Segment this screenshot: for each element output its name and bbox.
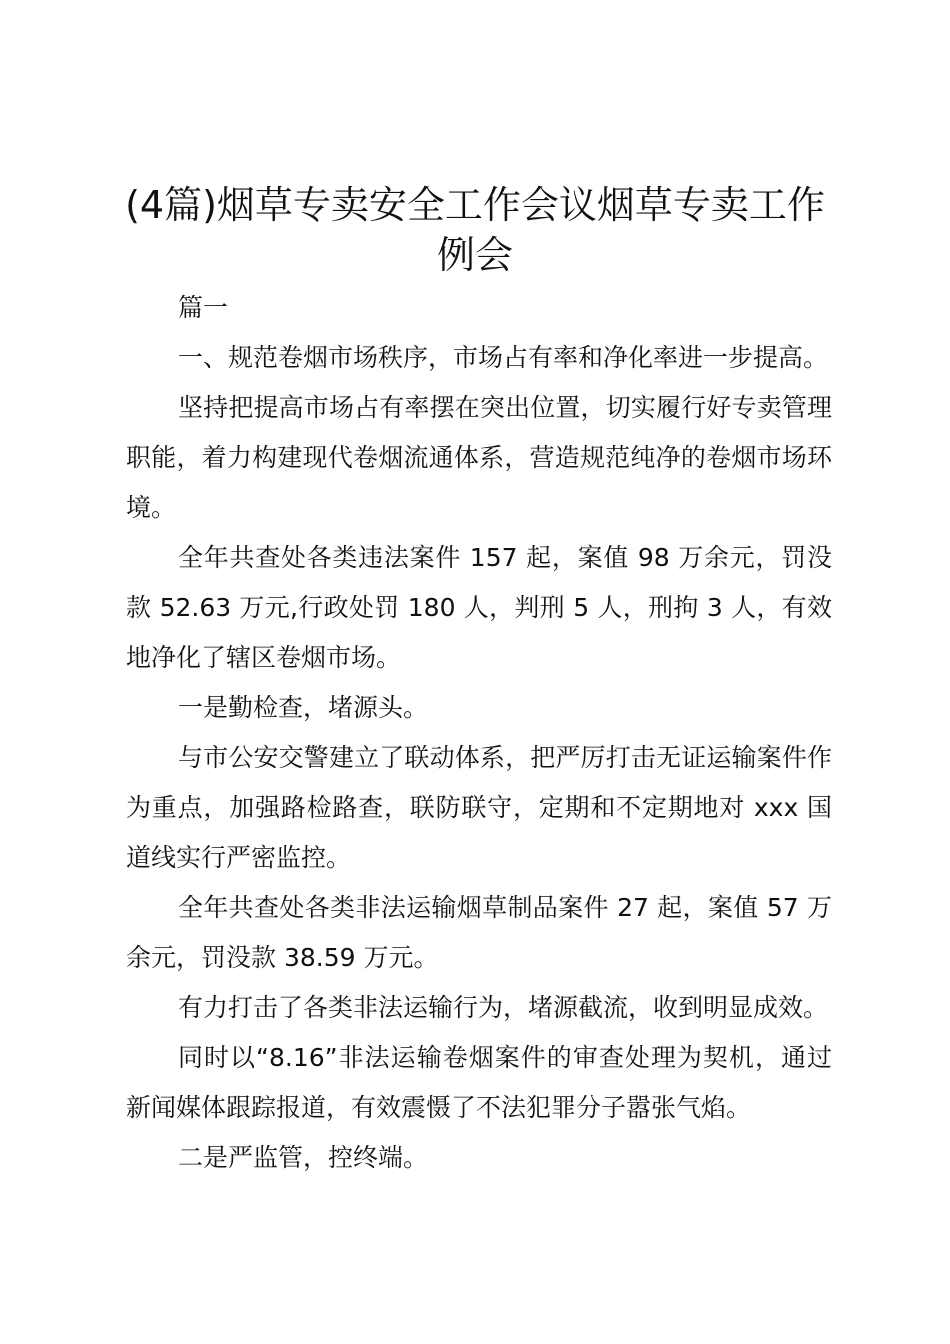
document-body <box>126 283 832 1183</box>
paragraph-heading-1: 一、规范卷烟市场秩序，市场占有率和净化率进一步提高。 <box>178 343 829 372</box>
paragraph: 与市公安交警建立了联动体系，把严厉打击无证运输案件作为重点，加强路检路查，联防联守，定期和不定期地对 xxx 国道线实行严密监控。 <box>126 743 832 872</box>
paragraph: 全年共查处各类违法案件 157 起，案值 98 万余元，罚没款 52.63 万元,行政处罚 180 人，判刑 5 人，刑拘 3 人，有效地净化了辖区卷烟市场。 <box>126 543 832 672</box>
document-title: (4篇)烟草专卖安全工作会议烟草专卖工作例会 <box>125 183 825 277</box>
paragraph-subheading: 二是严监管，控终端。 <box>178 1143 429 1172</box>
paragraph: 有力打击了各类非法运输行为，堵源截流，收到明显成效。 <box>178 993 829 1022</box>
paragraph-subheading: 一是勤检查，堵源头。 <box>178 693 429 722</box>
paragraph-section-label: 篇一 <box>178 293 229 322</box>
paragraph: 同时以“8.16”非法运输卷烟案件的审查处理为契机，通过新闻媒体跟踪报道，有效震慑了不法犯罪分子嚣张气焰。 <box>126 1043 832 1122</box>
paragraph: 全年共查处各类非法运输烟草制品案件 27 起，案值 57 万余元，罚没款 38.59 万元。 <box>126 893 832 972</box>
paragraph: 坚持把提高市场占有率摆在突出位置，切实履行好专卖管理职能，着力构建现代卷烟流通体系，营造规范纯净的卷烟市场环境。 <box>126 393 832 522</box>
